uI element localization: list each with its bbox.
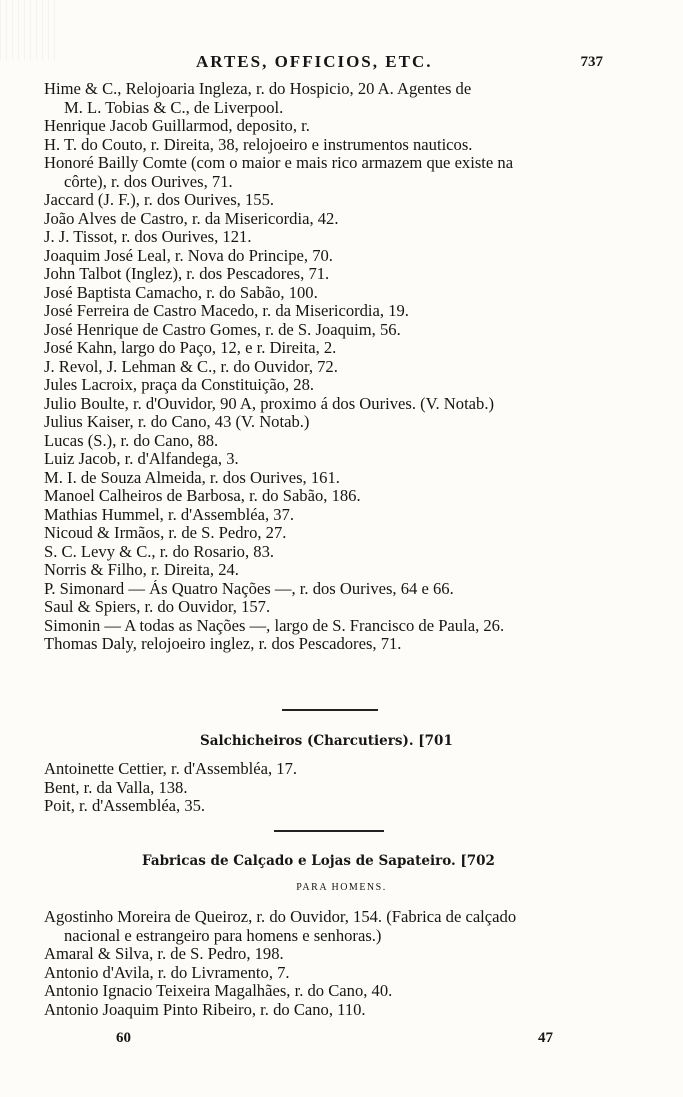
- list-item: Antonio d'Avila, r. do Livramento, 7.: [44, 963, 290, 982]
- list-item: M. L. Tobias & C., de Liverpool.: [64, 98, 284, 117]
- list-item: Manoel Calheiros de Barbosa, r. do Sabão, 186.: [44, 487, 361, 505]
- running-header: [0, 52, 683, 72]
- list-item: Norris & Filho, r. Direita, 24.: [44, 561, 239, 579]
- list-item: Saul & Spiers, r. do Ouvidor, 157.: [44, 598, 271, 616]
- list-item: Poit, r. d'Assembléa, 35.: [44, 797, 206, 815]
- section-number: [701: [418, 733, 453, 749]
- list-item: José Ferreira de Castro Macedo, r. da Misericordia, 19.: [44, 302, 409, 320]
- section-heading-salchicheiros: [200, 733, 453, 749]
- list-item: Hime & C., Relojoaria Ingleza, r. do Hospicio, 20 A. Agentes de: [44, 80, 472, 98]
- list-item: S. C. Levy & C., r. do Rosario, 83.: [44, 542, 275, 561]
- list-item: Jaccard (J. F.), r. dos Ourives, 155.: [44, 191, 275, 209]
- signature-mark-right: 47: [538, 1030, 553, 1046]
- calcado-list: [44, 908, 618, 1019]
- list-item: José Baptista Camacho, r. do Sabão, 100.: [44, 283, 318, 302]
- list-item: J. J. Tissot, r. dos Ourives, 121.: [44, 228, 252, 246]
- list-item: Lucas (S.), r. do Cano, 88.: [44, 431, 219, 450]
- list-item: Antoinette Cettier, r. d'Assembléa, 17.: [44, 760, 298, 778]
- list-item: Joaquim José Leal, r. Nova do Principe, 70.: [44, 246, 333, 265]
- list-item: Agostinho Moreira de Queiroz, r. do Ouvidor, 154. (Fabrica de calçado: [44, 908, 517, 926]
- list-item: M. I. de Souza Almeida, r. dos Ourives, 161.: [44, 468, 340, 487]
- list-item: H. T. do Couto, r. Direita, 38, relojoeiro e instrumentos nauticos.: [44, 135, 473, 154]
- list-item: côrte), r. dos Ourives, 71.: [64, 172, 233, 191]
- salchicheiros-list: [44, 760, 618, 816]
- list-item: Bent, r. da Valla, 138.: [44, 778, 188, 797]
- list-item: Julius Kaiser, r. do Cano, 43 (V. Notab.): [44, 413, 310, 431]
- list-item: Luiz Jacob, r. d'Alfandega, 3.: [44, 450, 239, 468]
- section-divider: [274, 830, 384, 832]
- list-item: Jules Lacroix, praça da Constituição, 28.: [44, 376, 315, 394]
- list-item: John Talbot (Inglez), r. dos Pescadores, 71.: [44, 265, 330, 283]
- list-item: Honoré Bailly Comte (com o maior e mais rico armazem que existe na: [44, 154, 514, 172]
- list-item: Antonio Ignacio Teixeira Magalhães, r. do Cano, 40.: [44, 982, 393, 1000]
- list-item: P. Simonard — Ás Quatro Nações —, r. dos Ourives, 64 e 66.: [44, 579, 454, 598]
- signature-mark-left: 60: [116, 1030, 131, 1046]
- list-item: J. Revol, J. Lehman & C., r. do Ouvidor, 72.: [44, 357, 338, 376]
- relojoeiros-list: [44, 80, 618, 654]
- subheading-para-homens: PARA HOMENS.: [296, 882, 387, 893]
- list-item: José Kahn, largo do Paço, 12, e r. Direita, 2.: [44, 339, 337, 357]
- list-item: Henrique Jacob Guillarmod, deposito, r.: [44, 117, 310, 135]
- page-title: ARTES, OFFICIOS, ETC.: [196, 52, 433, 71]
- list-item: João Alves de Castro, r. da Misericordia, 42.: [44, 209, 339, 228]
- list-item: Amaral & Silva, r. de S. Pedro, 198.: [44, 945, 284, 963]
- list-item: nacional e estrangeiro para homens e senhoras.): [64, 926, 382, 945]
- section-heading-calcado: [142, 853, 495, 869]
- list-item: Thomas Daly, relojoeiro inglez, r. dos Pescadores, 71.: [44, 635, 402, 653]
- scan-artifact: [0, 0, 60, 60]
- list-item: Antonio Joaquim Pinto Ribeiro, r. do Cano, 110.: [44, 1000, 366, 1019]
- list-item: Simonin — A todas as Nações —, largo de S. Francisco de Paula, 26.: [44, 616, 505, 635]
- section-heading-text: Fabricas de Calçado e Lojas de Sapateiro.: [142, 853, 456, 869]
- page-number: 737: [580, 54, 603, 70]
- section-number: [702: [460, 853, 495, 869]
- list-item: Mathias Hummel, r. d'Assembléa, 37.: [44, 505, 295, 524]
- section-divider: [282, 709, 378, 711]
- list-item: Julio Boulte, r. d'Ouvidor, 90 A, proximo á dos Ourives. (V. Notab.): [44, 394, 495, 413]
- list-item: Nicoud & Irmãos, r. de S. Pedro, 27.: [44, 524, 287, 542]
- list-item: José Henrique de Castro Gomes, r. de S. Joaquim, 56.: [44, 320, 401, 339]
- section-heading-text: Salchicheiros (Charcutiers).: [200, 733, 414, 749]
